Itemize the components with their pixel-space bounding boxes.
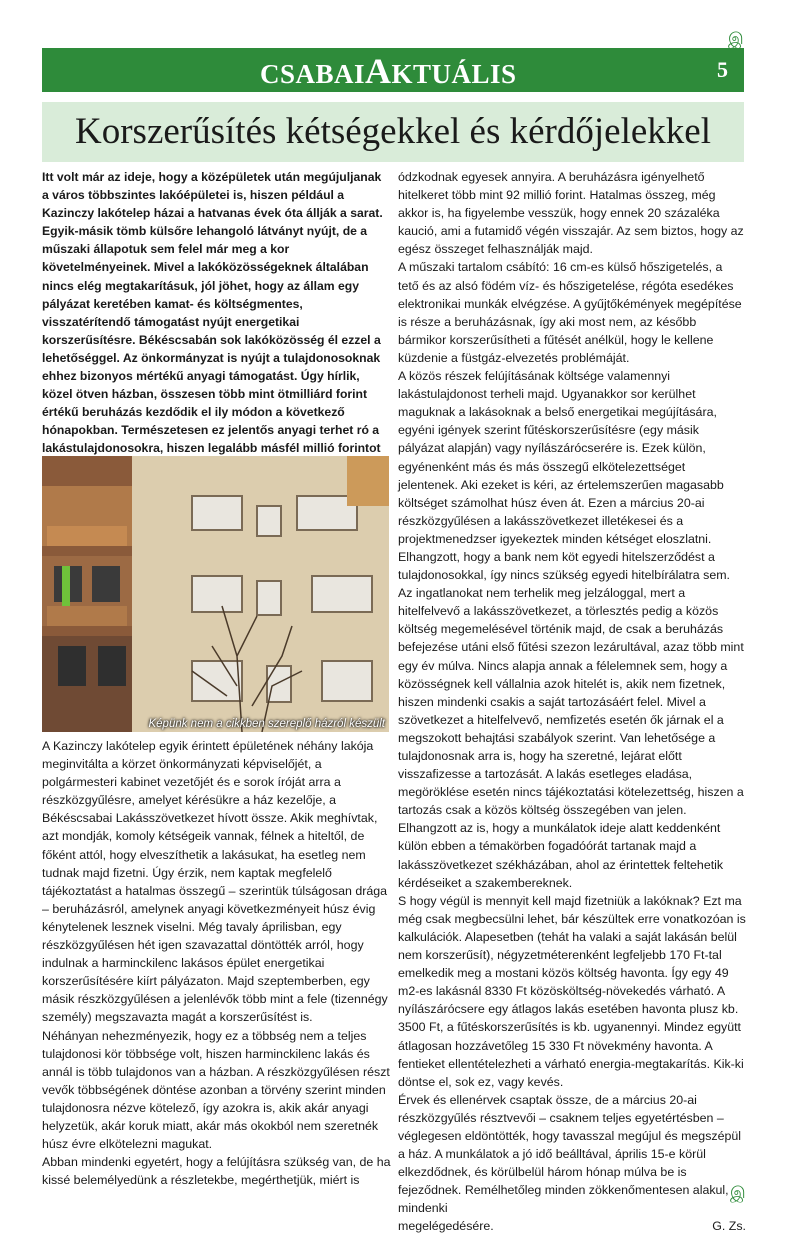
article-lead: Itt volt már az ideje, hogy a középületek után megújuljanak a város többszintes lakóépületei is, hiszen például a Kazinczy lakótelep házai a hatvanas évek óta állják a sarat. Egyik-másik tömb külsőre lehangoló látványt nyújt, de a műszaki állapotuk sem felel már meg a kor követelményeinek. Mivel a lakóközösségeknek általában nincs elég megtakarításuk, jól jöhet, hogy az állam egy pályázat keretében kamat- és költségmentes, visszatérítendő támogatást nyújt energetikai korszerűsítésre. Békéscsabán sok lakóközösség él ezzel a lehetőséggel. Az önkormányzat is nyújt a tulajdonosoknak ehhez bizonyos mértékű anyagi támogatást. Úgy hírlik, közel ötven házban, összesen több mint ötmilliárd forint értékű beruházás kezdődik el ily módon a következő hónapokban. Természetesen ez jelentős anyagi terhet ró a lakástulajdonosokra, hiszen legalább másfél millió forintot	[42, 170, 383, 456]
page-number: 5	[717, 57, 728, 82]
spiral-ornament-icon: இ	[730, 1185, 746, 1202]
spiral-ornament-icon: இ	[728, 31, 744, 48]
body-paragraph: Elhangzott az is, hogy a munkálatok ideje alatt keddenként külön ebben a témakörben fogadóórát tartanak majd a lakásszövetkezet székházában, ahol az érintettek feltehetik kérdéseiket a szakembereknek.	[398, 821, 724, 890]
photo-caption: Képünk nem a cikkben szereplő házról készült	[148, 718, 385, 730]
right-column-body	[398, 168, 746, 1236]
author-signature: G. Zs.	[712, 1219, 746, 1234]
closing-text: megelégedésére.	[398, 1219, 494, 1234]
body-paragraph: A műszaki tartalom csábító: 16 cm-es külső hőszigetelés, a tető és az alsó födém víz- és hőszigetelése, régóta esedékes elektronikai munkák elvégzése. A gyűjtőkémények megépítése is része a beruházásnak, így aki most nem, az később bármikor korszerűsítheti a fűtését anélkül, hogy le kellene küzdenie a füstgáz-elvezetés problémáját.	[398, 260, 742, 365]
body-paragraph: Abban mindenki egyetért, hogy a felújításra szükség van, de ha kissé belemélyedünk a részletekbe, megérthetjük, miért is	[42, 1155, 391, 1188]
body-paragraph: Érvek és ellenérvek csaptak össze, de a március 20-ai részközgyűlés résztvevői – csaknem teljes egyetértésben – véglegesen eldöntötték, hogy tavasszal megújul és megszépül a ház. A munkálatok a jó idő beálltával, április 15-e körül elkezdődnek, és körülbelül három hónap múlva be is fejeződnek. Remélhetőleg minden zökkenőmentesen alakul, mindenki	[398, 1092, 742, 1216]
section-title-initial: A	[365, 51, 392, 91]
left-column-top	[42, 168, 391, 494]
body-paragraph: A közös részek felújításának költsége valamennyi lakástulajdonost terheli majd. Ugyanakkor sor kerülhet maguknak a lakásoknak a belső energetikai megújítására, egyéni igények szerint fűtéskorszerűsítésre (egy másik pályázat alapján) vagy nyílászárócserére is. Ezek külön, egyénenként más és más összegű elkötelezettséget jelentenek. Aki ezeket is kéri, az értelemszerűen magasabb költséget számolhat húsz éven át. Ezen a március 20-ai részközgyűlésen a lakásszövetkezet illetékesei és a projektmenedzser igyekeztek minden kétséget eloszlatni. Elhangzott, hogy a bank nem köt egyedi hitelszerződést a tulajdonosokkal, így nincs szükség egyedi hitelbírálatra sem. Az ingatlanokat nem terhelik meg jelzáloggal, mert a hitelfelvevő a lakásszövetkezet, a törlesztés pedig a közös költség megemelésével történik majd, de csak a beruházás befejezése utáni első fűtési szezon lezárultával, azaz több mint egy év múlva. Nincs alapja annak a félelemnek sem, hogy a közösségnek kell vállalnia azok hitelét is, akik nem fizetnek, hiszen mindenki csakis a saját tartozásáért felel. Mivel a szövetkezet a hitelfelvevő, nemfizetés esetén ők járnak el a megszokott behajtási szabályok szerint. Van lehetősége a tulajdonosnak arra is, hogy ha szeretné, lejárat előtt visszafizesse a tartozását. A lakás esetleges eladása, megöröklése esetén nincs tájékoztatási kötelezettség, hiszen a tartozás csak a közös költség összegében van jelen.	[398, 369, 744, 818]
body-paragraph: A Kazinczy lakótelep egyik érintett épületének néhány lakója meginvitálta a körzet önkormányzati képviselőjét, a polgármesteri kabinet vezetőjét és e sorok íróját arra a részközgyűlésre, amelyet kérésükre a ház kezelője, a Békéscsabai Lakásszövetkezet hívott össze. Akik meghívtak, azt mondják, komoly kétségeik vannak, félnek a hiteltől, de főként attól, hogy elveszíthetik a lakásukat, ha esetleg nem tudnak majd fizetni. Úgy érzik, nem kaptak megfelelő tájékoztatást a hatalmas összegű – szerintük túlságosan drága – beruházásról, amelynek anyagi következményeit húsz évig kénytelenek lesznek viselni. Még tavaly áprilisban, egy részközgyűlésen hét igen szavazattal döntötték arról, hogy indulnak a harminckilenc lakásos épület energetikai korszerűsítésére kiírt pályázaton. Majd szeptemberben, egy másik részközgyűlésen a jelenlévők több mint a fele (tizennégy személy) megszavazta magát a korszerűsítést is.	[42, 739, 388, 1025]
headline-box	[42, 102, 744, 162]
section-title-first: CSABAI	[260, 59, 366, 89]
section-banner	[42, 48, 744, 92]
body-paragraph: Néhányan nehezményezik, hogy ez a többség nem a teljes tulajdonosi kör többsége volt, hiszen harminckilenc lakás és annál is több tulajdonos van a házban. A részközgyűlésen részt vevők többségének döntése azonban a törvény szerint minden tulajdonosra nézve kötelező, így azokra is, akik akár anyagi helyzetük, akár koruk miatt, akár más okokból nem szeretnék húsz évre elkötelezni magukat.	[42, 1028, 390, 1152]
article-title: Korszerűsítés kétségekkel és kérdőjelekkel	[75, 111, 711, 152]
building-photo	[42, 456, 389, 732]
section-title-rest: KTUÁLIS	[391, 59, 517, 89]
building-illustration	[42, 456, 389, 732]
closing-line	[398, 1217, 746, 1235]
section-title	[260, 51, 517, 91]
body-paragraph: ódzkodnak egyesek annyira. A beruházásra igényelhető hitelkeret több mint 92 millió forint. Hatalmas összeg, még akkor is, ha figyelembe vesszük, hogy ennek 20 százaléka kaució, ami a futamidő végén visszajár. Az sem biztos, hogy az egész összeget felhasználják majd.	[398, 170, 744, 257]
left-column-body	[42, 737, 391, 1189]
body-paragraph: S hogy végül is mennyit kell majd fizetniük a lakóknak? Ezt ma még csak megbecsülni lehet, bár készültek erre vonatkozóan is kalkulációk. Alapesetben (tehát ha valaki a saját lakásán belül nem korszerűsít), négyzetméterenként legfeljebb 170 Ft-tal emelkedik meg a mostani közös költség havonta. Így egy 49 m2-es lakásnál 8330 Ft közösköltség-növekedés várható. A nyílászárócsere egy átlagos lakás esetében havonta plusz kb. 3500 Ft, a fűtéskorszerűsítés is kb. ugyanennyi. Mindez együtt átlagosan hozzávetőleg 15 330 Ft növekmény havonta. A fentieket ellentételezheti a várható energia-megtakarítás. Kik-ki döntse el, sok ez, vagy kevés.	[398, 893, 746, 1089]
